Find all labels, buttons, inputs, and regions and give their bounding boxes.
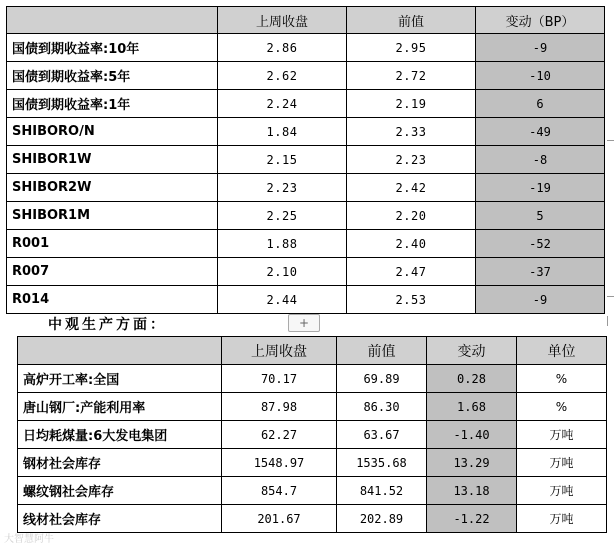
row-prev-cell: 69.89 (337, 365, 427, 393)
row-unit-cell: 万吨 (517, 505, 607, 533)
row-unit-cell: 万吨 (517, 421, 607, 449)
row-last-cell: 2.10 (218, 258, 347, 286)
row-name-cell: SHIBORO/N (7, 118, 218, 146)
edge-marker (607, 316, 608, 326)
meso-row (18, 477, 607, 505)
row-name-cell: R001 (7, 230, 218, 258)
rates-row (7, 258, 605, 286)
row-unit-cell: % (517, 365, 607, 393)
row-prev-cell: 1535.68 (337, 449, 427, 477)
row-prev-cell: 2.72 (347, 62, 476, 90)
rates-row (7, 90, 605, 118)
rates-row (7, 34, 605, 62)
watermark: 大智慧阿牛 (4, 534, 54, 545)
row-prev-cell: 2.40 (347, 230, 476, 258)
rates-header-change: 变动（BP） (476, 7, 605, 34)
row-change-cell: 1.68 (427, 393, 517, 421)
row-name-cell: 国债到期收益率:10年 (7, 34, 218, 62)
meso-row (18, 365, 607, 393)
row-prev-cell: 841.52 (337, 477, 427, 505)
row-name-cell: SHIBOR2W (7, 174, 218, 202)
rates-row (7, 118, 605, 146)
row-prev-cell: 2.42 (347, 174, 476, 202)
row-change-cell: -37 (476, 258, 605, 286)
meso-table (17, 336, 607, 533)
meso-row (18, 421, 607, 449)
meso-row (18, 449, 607, 477)
row-change-cell: -49 (476, 118, 605, 146)
rates-table (6, 6, 605, 314)
row-last-cell: 854.7 (222, 477, 337, 505)
row-last-cell: 2.24 (218, 90, 347, 118)
row-name-cell: R007 (7, 258, 218, 286)
row-change-cell: -9 (476, 34, 605, 62)
row-last-cell: 70.17 (222, 365, 337, 393)
row-change-cell: -1.22 (427, 505, 517, 533)
row-last-cell: 87.98 (222, 393, 337, 421)
row-change-cell: 0.28 (427, 365, 517, 393)
row-name-cell: 钢材社会库存 (18, 449, 222, 477)
row-name-cell: 线材社会库存 (18, 505, 222, 533)
row-unit-cell: % (517, 393, 607, 421)
meso-header-change: 变动 (427, 337, 517, 365)
rates-header-last: 上周收盘 (218, 7, 347, 34)
row-change-cell: -8 (476, 146, 605, 174)
rates-row (7, 174, 605, 202)
row-prev-cell: 202.89 (337, 505, 427, 533)
row-change-cell: -1.40 (427, 421, 517, 449)
rates-row (7, 62, 605, 90)
meso-header-blank (18, 337, 222, 365)
section-heading: 中观生产方面： (48, 317, 167, 333)
row-last-cell: 2.86 (218, 34, 347, 62)
row-last-cell: 2.62 (218, 62, 347, 90)
row-name-cell: 唐山钢厂:产能利用率 (18, 393, 222, 421)
row-prev-cell: 2.33 (347, 118, 476, 146)
row-change-cell: 5 (476, 202, 605, 230)
rates-header-row (7, 7, 605, 34)
row-change-cell: -9 (476, 286, 605, 314)
rates-row (7, 202, 605, 230)
edge-marker (607, 140, 614, 141)
row-change-cell: 13.18 (427, 477, 517, 505)
row-unit-cell: 万吨 (517, 477, 607, 505)
row-name-cell: SHIBOR1W (7, 146, 218, 174)
edge-marker (607, 296, 614, 297)
row-prev-cell: 63.67 (337, 421, 427, 449)
row-last-cell: 2.25 (218, 202, 347, 230)
row-prev-cell: 2.53 (347, 286, 476, 314)
meso-header-row (18, 337, 607, 365)
row-last-cell: 201.67 (222, 505, 337, 533)
add-row-button[interactable]: + (288, 314, 320, 332)
row-prev-cell: 2.23 (347, 146, 476, 174)
meso-header-last: 上周收盘 (222, 337, 337, 365)
row-change-cell: -52 (476, 230, 605, 258)
row-name-cell: 国债到期收益率:1年 (7, 90, 218, 118)
row-name-cell: SHIBOR1M (7, 202, 218, 230)
row-name-cell: 高炉开工率:全国 (18, 365, 222, 393)
meso-header-prev: 前值 (337, 337, 427, 365)
row-change-cell: -19 (476, 174, 605, 202)
row-name-cell: 国债到期收益率:5年 (7, 62, 218, 90)
row-last-cell: 1.88 (218, 230, 347, 258)
row-prev-cell: 2.19 (347, 90, 476, 118)
rates-header-prev: 前值 (347, 7, 476, 34)
row-last-cell: 1548.97 (222, 449, 337, 477)
row-prev-cell: 2.47 (347, 258, 476, 286)
meso-header-unit: 单位 (517, 337, 607, 365)
rates-row (7, 146, 605, 174)
row-last-cell: 2.23 (218, 174, 347, 202)
row-change-cell: 6 (476, 90, 605, 118)
row-unit-cell: 万吨 (517, 449, 607, 477)
rates-header-blank (7, 7, 218, 34)
row-name-cell: R014 (7, 286, 218, 314)
row-change-cell: 13.29 (427, 449, 517, 477)
row-last-cell: 2.44 (218, 286, 347, 314)
row-name-cell: 螺纹钢社会库存 (18, 477, 222, 505)
rates-row (7, 286, 605, 314)
meso-row (18, 505, 607, 533)
row-last-cell: 2.15 (218, 146, 347, 174)
rates-row (7, 230, 605, 258)
meso-row (18, 393, 607, 421)
row-name-cell: 日均耗煤量:6大发电集团 (18, 421, 222, 449)
row-prev-cell: 2.95 (347, 34, 476, 62)
row-last-cell: 1.84 (218, 118, 347, 146)
row-change-cell: -10 (476, 62, 605, 90)
row-prev-cell: 2.20 (347, 202, 476, 230)
row-prev-cell: 86.30 (337, 393, 427, 421)
row-last-cell: 62.27 (222, 421, 337, 449)
